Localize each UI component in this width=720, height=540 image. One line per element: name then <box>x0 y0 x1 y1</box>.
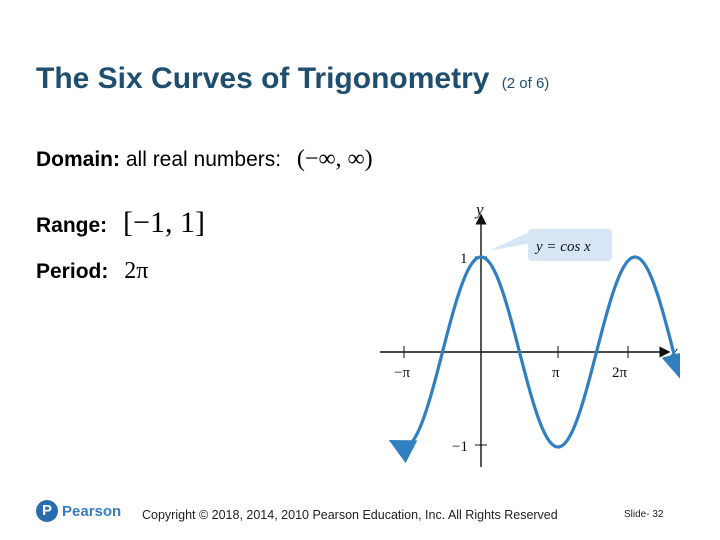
pearson-p-icon: P <box>36 500 58 522</box>
slide-number: Slide- 32 <box>624 509 664 520</box>
pearson-logo <box>36 500 121 522</box>
y-axis-label: y <box>476 200 484 219</box>
domain-line <box>36 146 373 173</box>
callout-pointer <box>488 231 532 251</box>
domain-interval: (−∞, ∞) <box>296 146 373 172</box>
x-axis-label: x <box>670 342 678 361</box>
x-tick-label-2pi: 2π <box>612 365 628 381</box>
y-tick-label-1: 1 <box>460 251 468 267</box>
cosine-graph <box>380 195 680 475</box>
copyright-notice: Copyright © 2018, 2014, 2010 Pearson Education, Inc. All Rights Reserved <box>142 508 558 522</box>
range-label: Range: <box>36 214 108 237</box>
y-tick-label-neg1: −1 <box>452 439 468 455</box>
pearson-logo-text: Pearson <box>62 502 122 520</box>
slide-title-subtitle: (2 of 6) <box>501 75 550 92</box>
period-line <box>36 258 148 285</box>
x-tick-label-pi: π <box>552 365 560 381</box>
period-value: 2π <box>124 258 149 284</box>
callout-label: y = cos x <box>536 239 591 255</box>
domain-text: all real numbers: <box>125 148 282 171</box>
slide-title <box>36 62 549 96</box>
domain-label: Domain: <box>36 148 120 171</box>
period-label: Period: <box>36 260 109 283</box>
range-line <box>36 206 205 240</box>
x-tick-label-neg-pi: −π <box>394 365 411 381</box>
range-interval: [−1, 1] <box>123 206 205 239</box>
slide-title-main: The Six Curves of Trigonometry <box>36 62 490 95</box>
